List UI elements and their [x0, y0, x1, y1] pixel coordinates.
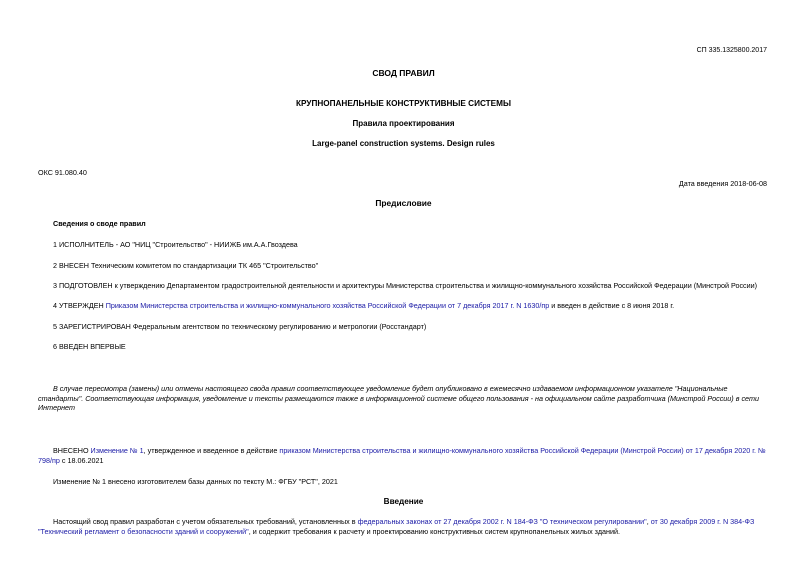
doc-subtitle: Правила проектирования — [352, 119, 455, 128]
federal-law-184-link[interactable]: федеральных законах от 27 декабря 2002 г. N 184-ФЗ "О техническом регулировании" — [357, 517, 647, 526]
intro-heading: Введение — [383, 497, 424, 506]
amendment-note: Изменение № 1 внесено изготовителем базы данных по тексту М.: ФГБУ "РСТ", 2021 — [53, 477, 338, 486]
doc-type-title: СВОД ПРАВИЛ — [372, 68, 435, 78]
english-title: Large-panel construction systems. Design rules — [312, 139, 495, 148]
amendment-order-link[interactable]: приказом Министерства строительства и жилищно-коммунального хозяйства Российской Федерации (Минстрой России) от 17 декабря 2020 г. № 798/пр — [38, 446, 766, 465]
preface-heading: Предисловие — [375, 198, 432, 208]
intro-text-2: , — [646, 517, 651, 526]
item-approved — [53, 301, 767, 311]
info-heading: Сведения о своде правил — [53, 219, 146, 228]
item-executor: 1 ИСПОЛНИТЕЛЬ - АО "НИЦ "Строительство" - НИИЖБ им.А.А.Гвоздева — [53, 240, 298, 249]
intro-text-3: , и содержит требования к расчету и проектированию конструктивных систем крупнопанельных жилых зданий. — [248, 526, 621, 536]
item-submitted: 2 ВНЕСЕН Техническим комитетом по стандартизации ТК 465 "Строительство" — [53, 261, 319, 270]
document-code: СП 335.1325800.2017 — [696, 47, 767, 54]
amendment-link[interactable]: Изменение № 1 — [90, 446, 144, 455]
item-first-introduced: 6 ВВЕДЕН ВПЕРВЫЕ — [53, 342, 126, 351]
amendment-paragraph — [38, 446, 767, 465]
approval-order-link[interactable]: Приказом Министерства строительства и жилищно-коммунального хозяйства Российской Федерации от 7 декабря 2017 г. N 1630/пр — [105, 301, 550, 310]
item-approved-prefix: 4 УТВЕРЖДЕН — [53, 301, 106, 310]
intro-paragraph — [38, 517, 767, 536]
item-registered: 5 ЗАРЕГИСТРИРОВАН Федеральным агентством по техническому регулированию и метрологии (Росстандарт) — [53, 322, 427, 331]
amendment-prefix: ВНЕСЕНО — [53, 446, 91, 455]
federal-law-384-link[interactable]: от 30 декабря 2009 г. N 384-ФЗ "Технический регламент о безопасности зданий и сооружений" — [38, 517, 755, 536]
revision-notice: В случае пересмотра (замены) или отмены настоящего свода правил соответствующее уведомление будет опубликовано в ежемесячно издаваемом информационном указателе "Национальные стандарты". Соответствующая информация, уведомление и тексты размещаются также в информационной системе общего пользования - на официальном сайте разработчика (Минстрой России) в сети Интернет — [38, 384, 759, 413]
intro-text-1: Настоящий свод правил разработан с учетом обязательных требований, установленных в — [53, 517, 358, 526]
effective-date: Дата введения 2018-06-08 — [678, 179, 767, 188]
item-prepared: 3 ПОДГОТОВЛЕН к утверждению Департаментом градостроительной деятельности и архитектуры Министерства строительства и жилищно-коммунального хозяйства Российской Федерации (Минстрой России) — [53, 281, 758, 290]
oks-code: ОКС 91.080.40 — [38, 168, 87, 177]
doc-subject-title: КРУПНОПАНЕЛЬНЫЕ КОНСТРУКТИВНЫЕ СИСТЕМЫ — [296, 99, 511, 108]
item-approved-suffix: и введен в действие с 8 июня 2018 г. — [549, 301, 675, 310]
amendment-suffix: с 18.06.2021 — [59, 455, 104, 465]
amendment-middle: , утвержденное и введенное в действие — [143, 446, 280, 455]
